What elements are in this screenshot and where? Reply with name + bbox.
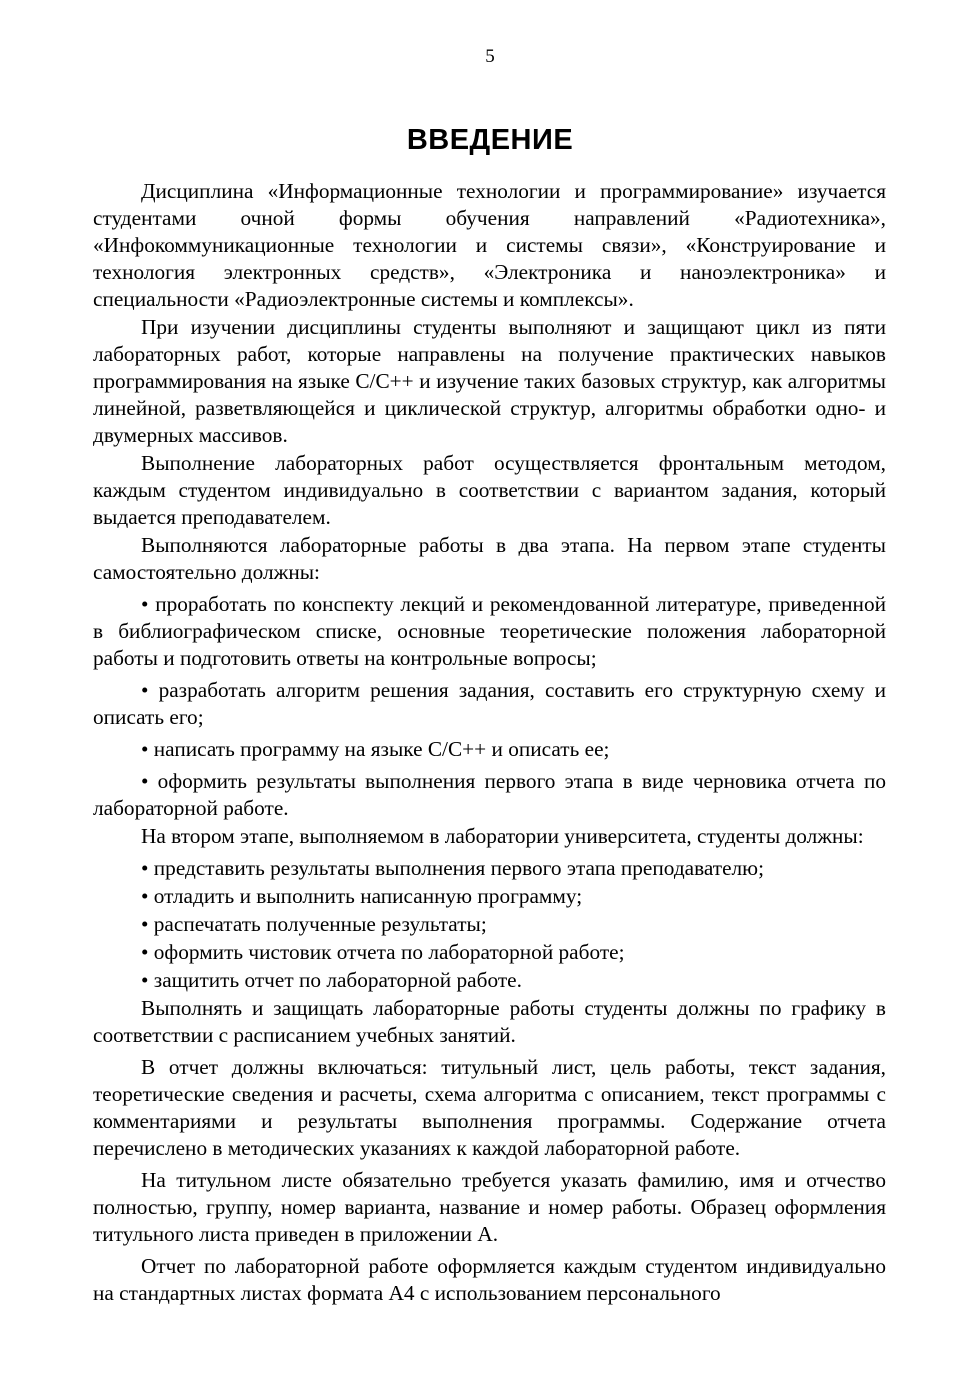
bullet-item: • оформить результаты выполнения первого этапа в виде черновика отчета по лабораторной работе. xyxy=(93,769,886,820)
paragraph: Дисциплина «Информационные технологии и программирование» изучается студентами очной формы обучения направлений «Радиотехника», «Инфокоммуникационные технологии и системы связи», «Конструирование и технология электронных средств», «Электроника и наноэлектроника» и специальности «Радиоэлектронные системы и комплексы». xyxy=(93,179,886,311)
section-title: ВВЕДЕНИЕ xyxy=(406,124,574,156)
paragraph: На втором этапе, выполняемом в лаборатории университета, студенты должны: xyxy=(141,824,864,848)
paragraph: В отчет должны включаться: титульный лист, цель работы, текст задания, теоретические сведения и расчеты, схема алгоритма с описанием, текст программы с комментариями и результаты выполнения программы. Содержание отчета перечислено в методических указаниях к каждой лабораторной работе. xyxy=(93,1055,886,1160)
bullet-item: • разработать алгоритм решения задания, составить его структурную схему и описать его; xyxy=(93,678,886,729)
paragraph: Выполнение лабораторных работ осуществляется фронтальным методом, каждым студентом индивидуально в соответствии с вариантом задания, который выдается преподавателем. xyxy=(93,451,886,529)
paragraph: На титульном листе обязательно требуется указать фамилию, имя и отчество полностью, группу, номер варианта, название и номер работы. Образец оформления титульного листа приведен в приложении А. xyxy=(93,1168,886,1246)
bullet-item: • представить результаты выполнения первого этапа преподавателю; xyxy=(141,856,764,880)
paragraph: Отчет по лабораторной работе оформляется каждым студентом индивидуально на стандартных листах формата А4 с использованием персонального xyxy=(93,1254,886,1305)
bullet-item: • проработать по конспекту лекций и рекомендованной литературе, приведенной в библиографическом списке, основные теоретические положения лабораторной работы и подготовить ответы на контрольные вопросы; xyxy=(93,592,886,670)
body-text xyxy=(93,178,886,1308)
bullet-item: • отладить и выполнить написанную программу; xyxy=(141,884,583,908)
bullet-item: • распечатать полученные результаты; xyxy=(141,912,487,936)
bullet-item: • написать программу на языке С/С++ и описать ее; xyxy=(141,737,610,761)
paragraph: Выполнять и защищать лабораторные работы студенты должны по графику в соответствии с расписанием учебных занятий. xyxy=(93,996,886,1047)
page-number: 5 xyxy=(485,46,495,67)
paragraph: При изучении дисциплины студенты выполняют и защищают цикл из пяти лабораторных работ, которые направлены на получение практических навыков программирования на языке С/С++ и изучение таких базовых структур, как алгоритмы линейной, разветвляющейся и циклической структур, алгоритмы обработки одно- и двумерных массивов. xyxy=(93,315,886,447)
bullet-item: • оформить чистовик отчета по лабораторной работе; xyxy=(141,940,625,964)
paragraph: Выполняются лабораторные работы в два этапа. На первом этапе студенты самостоятельно должны: xyxy=(93,533,886,584)
bullet-item: • защитить отчет по лабораторной работе. xyxy=(141,968,522,992)
